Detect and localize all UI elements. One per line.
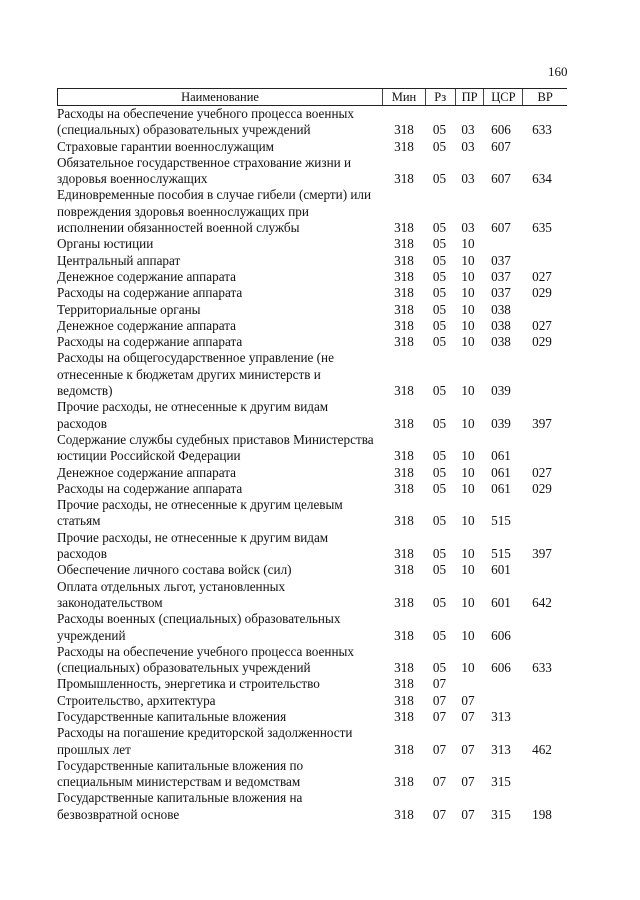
table-row: [57, 562, 567, 578]
budget-table: [57, 88, 567, 823]
row-name: Государственные капитальные вложения по специальным министерствам и ведомствам: [57, 757, 304, 790]
row-codes: [383, 334, 564, 350]
header-vr: ВР: [537, 90, 553, 104]
row-name: Строительство, архитектура: [57, 692, 216, 708]
table-row: [57, 693, 567, 709]
row-codes: [383, 790, 564, 823]
row-pr: 10: [461, 464, 475, 480]
table-row: [57, 676, 567, 692]
row-pr: 10: [461, 546, 475, 562]
row-codes: [383, 187, 564, 236]
row-name: Территориальные органы: [57, 301, 201, 317]
row-vr: 634: [532, 171, 552, 187]
row-codes: [383, 269, 564, 285]
row-csr: 038: [491, 317, 511, 333]
row-codes: [383, 562, 564, 578]
row-csr: 606: [491, 627, 511, 643]
row-rz: 05: [432, 480, 447, 496]
row-pr: 07: [461, 806, 475, 822]
row-rz: 05: [432, 317, 447, 333]
table-row: [57, 106, 567, 139]
row-rz: 05: [432, 122, 447, 138]
row-vr: 462: [532, 741, 552, 757]
row-pr: 10: [461, 415, 475, 431]
row-min: 318: [394, 236, 414, 252]
row-codes: [383, 432, 564, 465]
row-vr: 027: [532, 268, 552, 284]
row-codes: [383, 530, 564, 563]
row-csr: 607: [491, 171, 511, 187]
row-min: 318: [394, 708, 414, 724]
row-min: 318: [394, 594, 414, 610]
table-row: [57, 285, 567, 301]
table-row: [57, 758, 567, 791]
row-rz: 07: [432, 692, 447, 708]
row-min: 318: [394, 334, 414, 350]
table-row: [57, 611, 567, 644]
row-csr: 315: [491, 774, 511, 790]
row-min: 318: [394, 676, 414, 692]
row-csr: 037: [491, 285, 511, 301]
row-pr: 10: [461, 268, 475, 284]
row-name: Расходы на содержание аппарата: [57, 480, 243, 496]
row-rz: 05: [432, 415, 447, 431]
row-vr: 198: [532, 806, 552, 822]
row-pr: 07: [461, 774, 475, 790]
row-csr: 606: [491, 122, 511, 138]
row-min: 318: [394, 415, 414, 431]
row-min: 318: [394, 268, 414, 284]
row-name: Оплата отдельных льгот, установленных законодательством: [57, 578, 286, 610]
row-codes: [383, 644, 564, 677]
row-csr: 038: [491, 334, 511, 350]
row-codes: [383, 302, 564, 318]
row-vr: 397: [532, 546, 552, 562]
row-min: 318: [394, 627, 414, 643]
header-name: Наименование: [58, 89, 383, 105]
row-codes: [383, 676, 564, 692]
row-min: 318: [394, 220, 414, 236]
table-row: [57, 155, 567, 188]
table-row: [57, 139, 567, 155]
row-min: 318: [394, 448, 414, 464]
row-rz: 05: [432, 138, 447, 154]
row-csr: 515: [491, 546, 511, 562]
row-min: 318: [394, 464, 414, 480]
row-codes: [383, 106, 564, 139]
row-vr: 027: [532, 317, 552, 333]
row-vr: 633: [532, 122, 552, 138]
row-rz: 05: [432, 383, 447, 399]
row-min: 318: [394, 383, 414, 399]
row-pr: 10: [461, 513, 475, 529]
row-csr: 039: [491, 383, 511, 399]
row-name: Содержание службы судебных приставов Министерства юстиции Российской Федерации: [57, 431, 374, 464]
row-pr: 10: [461, 301, 475, 317]
row-codes: [383, 236, 564, 252]
row-pr: 03: [461, 171, 475, 187]
row-name: Денежное содержание аппарата: [57, 317, 236, 333]
row-csr: 607: [491, 138, 511, 154]
row-codes: [383, 253, 564, 269]
table-row: [57, 350, 567, 399]
row-rz: 05: [432, 252, 447, 268]
row-vr: 029: [532, 334, 552, 350]
row-vr: 635: [532, 220, 552, 236]
row-vr: 633: [532, 660, 552, 676]
row-pr: 07: [461, 741, 475, 757]
row-rz: 05: [432, 513, 447, 529]
row-codes: [383, 481, 564, 497]
table-row: [57, 302, 567, 318]
table-row: [57, 709, 567, 725]
row-rz: 05: [432, 236, 447, 252]
row-name: Обязательное государственное страхование жизни и здоровья военнослужащих: [57, 154, 352, 187]
row-name: Расходы на содержание аппарата: [57, 334, 243, 350]
table-row: [57, 579, 567, 612]
row-name: Центральный аппарат: [57, 252, 181, 268]
row-rz: 07: [432, 774, 447, 790]
table-header: [57, 88, 567, 106]
row-name: Промышленность, энергетика и строительство: [57, 676, 320, 692]
row-min: 318: [394, 252, 414, 268]
row-pr: 10: [461, 480, 475, 496]
row-rz: 05: [432, 268, 447, 284]
row-min: 318: [394, 285, 414, 301]
row-pr: 10: [461, 448, 475, 464]
row-min: 318: [394, 513, 414, 529]
row-name: Расходы на общегосударственное управление (не отнесенные к бюджетам других министерств и ведомств): [57, 350, 334, 399]
row-pr: 10: [461, 334, 475, 350]
row-codes: [383, 611, 564, 644]
header-rz: Рз: [426, 89, 456, 105]
row-rz: 05: [432, 594, 447, 610]
table-body: [57, 106, 567, 823]
row-rz: 07: [432, 676, 447, 692]
row-csr: 037: [491, 252, 511, 268]
row-name: Прочие расходы, не отнесенные к другим видам расходов: [57, 529, 329, 562]
row-name: Государственные капитальные вложения на безвозвратной основе: [57, 790, 303, 822]
row-codes: [383, 139, 564, 155]
row-csr: 315: [491, 806, 511, 822]
table-row: [57, 432, 567, 465]
row-name: Расходы на обеспечение учебного процесса военных (специальных) образовательных учреждений: [57, 106, 354, 138]
row-rz: 05: [432, 220, 447, 236]
row-codes: [383, 285, 564, 301]
row-name: Денежное содержание аппарата: [57, 464, 236, 480]
table-row: [57, 465, 567, 481]
table-row: [57, 334, 567, 350]
header-csr: ЦСР: [484, 89, 523, 105]
row-min: 318: [394, 138, 414, 154]
row-min: 318: [394, 741, 414, 757]
row-rz: 07: [432, 741, 447, 757]
row-csr: 601: [491, 594, 511, 610]
row-min: 318: [394, 562, 414, 578]
row-codes: [383, 350, 564, 399]
table-row: [57, 399, 567, 432]
header-min: Мин: [383, 89, 426, 105]
row-codes: [383, 758, 564, 791]
row-rz: 05: [432, 546, 447, 562]
row-pr: 10: [461, 562, 475, 578]
row-name: Денежное содержание аппарата: [57, 268, 236, 284]
row-name: Расходы на погашение кредиторской задолженности прошлых лет: [57, 725, 353, 757]
row-min: 318: [394, 301, 414, 317]
row-rz: 05: [432, 448, 447, 464]
table-row: [57, 269, 567, 285]
row-min: 318: [394, 660, 414, 676]
row-rz: 05: [432, 464, 447, 480]
row-rz: 05: [432, 660, 447, 676]
row-csr: 606: [491, 660, 511, 676]
row-vr: 397: [532, 415, 552, 431]
row-codes: [383, 465, 564, 481]
row-min: 318: [394, 546, 414, 562]
row-csr: 601: [491, 562, 511, 578]
row-pr: 03: [461, 122, 475, 138]
row-name: Расходы на обеспечение учебного процесса военных (специальных) образовательных учреждений: [57, 643, 354, 676]
row-rz: 05: [432, 285, 447, 301]
table-row: [57, 530, 567, 563]
row-rz: 05: [432, 171, 447, 187]
row-codes: [383, 725, 564, 758]
row-pr: 10: [461, 660, 475, 676]
row-csr: 061: [491, 464, 511, 480]
row-name: Государственные капитальные вложения: [57, 708, 287, 724]
row-codes: [383, 693, 564, 709]
row-csr: 038: [491, 301, 511, 317]
row-pr: 10: [461, 383, 475, 399]
row-csr: 061: [491, 448, 511, 464]
row-csr: 313: [491, 708, 511, 724]
header-pr: ПР: [456, 89, 485, 105]
row-name: Расходы на содержание аппарата: [57, 285, 243, 301]
table-row: [57, 253, 567, 269]
row-name: Прочие расходы, не отнесенные к другим видам расходов: [57, 399, 329, 431]
row-min: 318: [394, 122, 414, 138]
row-csr: 515: [491, 513, 511, 529]
row-pr: 10: [461, 317, 475, 333]
row-min: 318: [394, 692, 414, 708]
row-rz: 07: [432, 708, 447, 724]
table-row: [57, 318, 567, 334]
row-pr: 03: [461, 138, 475, 154]
row-pr: 10: [461, 236, 475, 252]
row-csr: 061: [491, 480, 511, 496]
row-min: 318: [394, 806, 414, 822]
row-name: Прочие расходы, не отнесенные к другим целевым статьям: [57, 497, 343, 529]
table-row: [57, 481, 567, 497]
row-name: Обеспечение личного состава войск (сил): [57, 562, 292, 578]
row-name: Страховые гарантии военнослужащим: [57, 138, 275, 154]
table-row: [57, 725, 567, 758]
row-rz: 05: [432, 627, 447, 643]
table-row: [57, 644, 567, 677]
row-vr: 029: [532, 285, 552, 301]
row-name: Органы юстиции: [57, 236, 154, 252]
row-pr: 03: [461, 220, 475, 236]
row-min: 318: [394, 480, 414, 496]
row-csr: 039: [491, 415, 511, 431]
page-number: 160: [548, 64, 568, 79]
table-row: [57, 497, 567, 530]
row-rz: 05: [432, 334, 447, 350]
row-rz: 05: [432, 562, 447, 578]
row-rz: 05: [432, 301, 447, 317]
row-name: Единовременные пособия в случае гибели (смерти) или повреждения здоровья военнослужащих при исполнении обязанностей военной службы: [57, 187, 372, 236]
row-pr: 07: [461, 708, 475, 724]
row-pr: 10: [461, 627, 475, 643]
table-row: [57, 187, 567, 236]
row-name: Расходы военных (специальных) образовательных учреждений: [57, 611, 341, 643]
table-row: [57, 790, 567, 823]
row-csr: 313: [491, 741, 511, 757]
row-min: 318: [394, 317, 414, 333]
table-row: [57, 236, 567, 252]
row-codes: [383, 579, 564, 612]
row-pr: 10: [461, 252, 475, 268]
row-vr: 029: [532, 480, 552, 496]
row-codes: [383, 709, 564, 725]
row-pr: 10: [461, 594, 475, 610]
row-codes: [383, 497, 564, 530]
row-vr: 027: [532, 464, 552, 480]
row-codes: [383, 155, 564, 188]
row-pr: 07: [461, 692, 475, 708]
row-codes: [383, 318, 564, 334]
row-rz: 07: [432, 806, 447, 822]
row-min: 318: [394, 171, 414, 187]
row-codes: [383, 399, 564, 432]
row-csr: 607: [491, 220, 511, 236]
row-min: 318: [394, 774, 414, 790]
row-pr: 10: [461, 285, 475, 301]
row-csr: 037: [491, 268, 511, 284]
row-vr: 642: [532, 594, 552, 610]
